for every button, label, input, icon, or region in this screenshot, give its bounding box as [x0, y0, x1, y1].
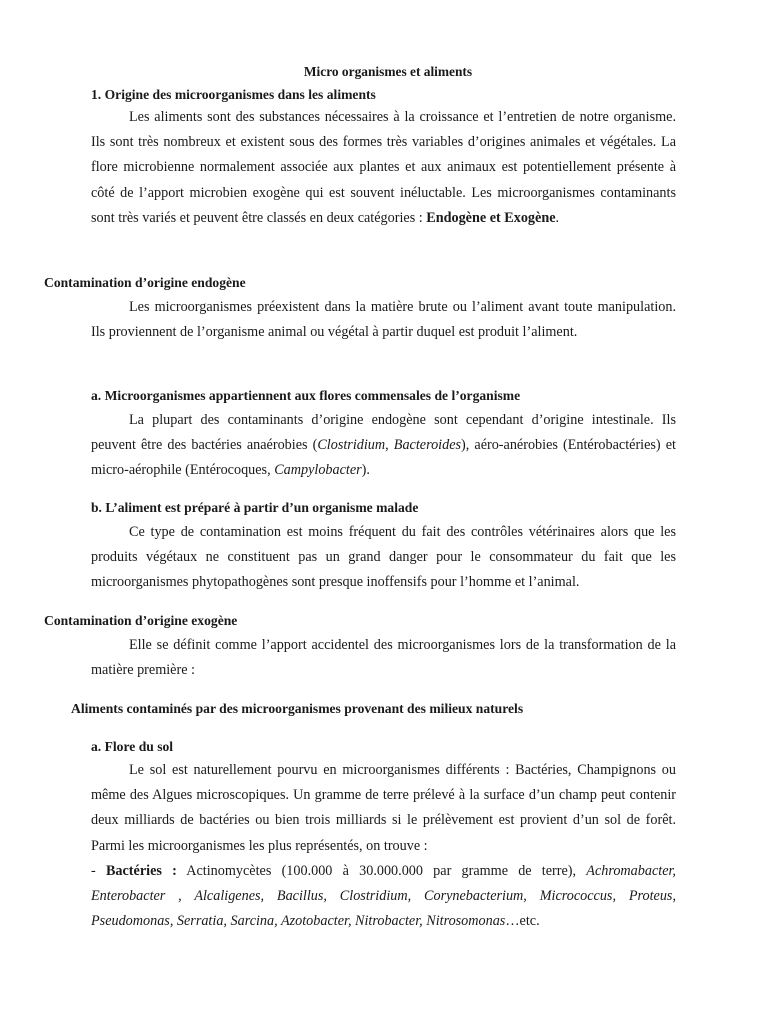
- paragraph-intro-text: Les aliments sont des substances nécessaires à la croissance et l’entretien de notre organisme. Ils sont très nombreux et existent sous des formes très variables d’origines animales et végétales. La flore microbienne normalement associée aux plantes et aux animaux est potentiellement présente à côté de l’apport microbien exogène qui est souvent inéluctable. Les microorganismes contaminants sont très variés et peuvent être classés en deux catégories :: [91, 109, 676, 226]
- paragraph-a-text-1: La plupart des contaminants d’origine endogène sont cependant d’origine intestinale. Ils peuvent être des bactéries anaérobies (: [91, 412, 676, 454]
- paragraph-a-text-3: ).: [361, 462, 370, 479]
- heading-contamination-endogene: Contamination d’origine endogène: [44, 275, 246, 290]
- paragraph-intro-end: .: [555, 209, 560, 226]
- paragraph-intro: [91, 105, 676, 231]
- paragraph-endogene: Les microorganismes préexistent dans la matière brute ou l’aliment avant toute manipulation. Ils proviennent de l’organisme animal ou végétal à partir duquel est produit l’aliment.: [91, 299, 676, 341]
- paragraph-intro-bold: Endogène et Exogène: [426, 209, 556, 226]
- heading-contamination-exogene: Contamination d’origine exogène: [44, 613, 238, 628]
- paragraph-exogene: Elle se définit comme l’apport accidentel des microorganismes lors de la transformation de la matière première :: [91, 637, 676, 679]
- paragraph-organisme-malade: Ce type de contamination est moins fréquent du fait des contrôles vétérinaires alors que les produits végétaux ne constituent pas un grand danger pour le consommateur du fait que les microorganismes phytopathogènes sont presque inoffensifs pour l’homme et l’animal.: [91, 524, 676, 591]
- paragraph-a-text-2: ), aéro-anérobies (Entérobactéries) et micro-aérophile (Entérocoques,: [91, 437, 676, 479]
- section-heading-origine: 1. Origine des microorganismes dans les aliments: [91, 87, 376, 102]
- heading-flore-du-sol: a. Flore du sol: [91, 739, 174, 754]
- paragraph-a-italic-2: Campylobacter: [274, 462, 362, 479]
- heading-organisme-malade: b. L’aliment est préparé à partir d’un organisme malade: [91, 500, 419, 515]
- paragraph-bacteries: [91, 859, 676, 935]
- bacteries-dash: -: [91, 863, 106, 879]
- bacteries-end: …etc.: [505, 913, 540, 930]
- heading-flores-commensales: a. Microorganismes appartiennent aux flores commensales de l’organisme: [91, 388, 521, 403]
- paragraph-flores-commensales: [91, 408, 676, 484]
- paragraph-a-italic-1: Clostridium, Bacteroides: [317, 437, 462, 454]
- paragraph-flore-du-sol: Le sol est naturellement pourvu en microorganismes différents : Bactéries, Champignons ou même des Algues microscopiques. Un gramme de terre prélevé à la surface d’un champ peut contenir deux milliards de bactéries ou bien trois milliards si le prélèvement est provient d’un sol de forêt. Parmi les microorganismes les plus représentés, on trouve :: [91, 762, 676, 854]
- bacteries-label: Bactéries :: [105, 863, 177, 879]
- heading-milieux-naturels: Aliments contaminés par des microorganismes provenant des milieux naturels: [71, 701, 524, 716]
- bacteries-genera: Achromabacter, Enterobacter , Alcaligenes, Bacillus, Clostridium, Corynebacterium, Micrococcus, Proteus, Pseudomonas, Serratia, Sarcina, Azotobacter, Nitrobacter, Nitrosomonas: [91, 863, 676, 930]
- document-title: Micro organismes et aliments: [303, 64, 473, 79]
- bacteries-text: Actinomycètes (100.000 à 30.000.000 par gramme de terre),: [176, 863, 587, 879]
